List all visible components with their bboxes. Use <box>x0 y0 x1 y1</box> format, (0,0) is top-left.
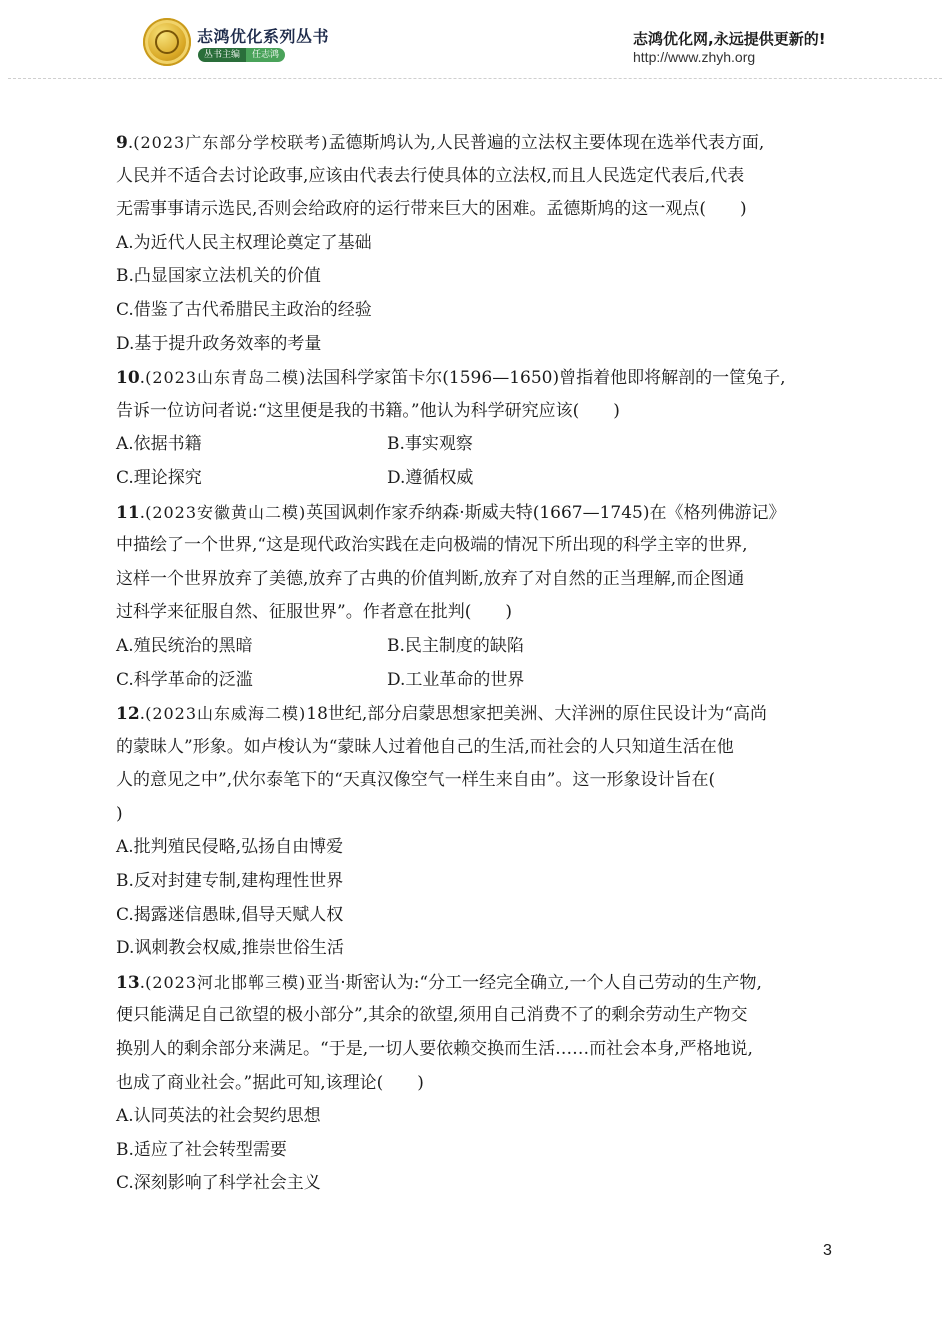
option-b: B.反对封建专制,建构理性世界 <box>116 871 344 892</box>
question-stem: 英国讽刺作家乔纳森·斯威夫特(1667—1745)在《格列佛游记》 <box>306 502 786 523</box>
question-content <box>116 126 846 1201</box>
editor-role: 丛书主编 <box>198 48 246 62</box>
option-b: B.适应了社会转型需要 <box>116 1139 287 1160</box>
options-row <box>116 664 846 698</box>
question-stem: 亚当·斯密认为:“分工一经完全确立,一个人自己劳动的生产物, <box>306 972 762 993</box>
option-c: C.深刻影响了科学社会主义 <box>116 1173 321 1194</box>
option-c: C.借鉴了古代希腊民主政治的经验 <box>116 299 372 320</box>
option-b: B.凸显国家立法机关的价值 <box>116 266 321 287</box>
question-number: 11 <box>116 502 140 523</box>
question-stem: 告诉一位访问者说:“这里便是我的书籍。”他认为科学研究应该( ) <box>116 400 620 421</box>
question-number: 9 <box>116 133 128 153</box>
option-c: C.揭露迷信愚昧,倡导天赋人权 <box>116 904 344 925</box>
options-row <box>116 428 846 462</box>
question-source: (2023广东部分学校联考) <box>133 133 329 152</box>
option-a: A.殖民统治的黑暗 <box>116 635 253 656</box>
question-number: 13 <box>116 972 140 993</box>
question-source: (2023河北邯郸三模) <box>145 972 307 992</box>
question-stem: 这样一个世界放弃了美德,放弃了古典的价值判断,放弃了对自然的正当理解,而企图通 <box>116 568 745 589</box>
option-b: B.民主制度的缺陷 <box>387 635 524 656</box>
option-b: B.事实观察 <box>387 434 473 455</box>
option-c: C.科学革命的泛滥 <box>116 669 253 690</box>
question-stem: 过科学来征服自然、征服世界”。作者意在批判( ) <box>116 602 512 623</box>
question-stem: 孟德斯鸠认为,人民普遍的立法权主要体现在选举代表方面, <box>328 133 765 153</box>
logo-seal-icon <box>143 18 191 66</box>
question-stem: 中描绘了一个世界,“这是现代政治实践在走向极端的情况下所出现的科学主宰的世界, <box>116 535 748 556</box>
page-header <box>0 0 950 80</box>
question-10-line-1: 10.(2023山东青岛二模)法国科学家笛卡尔(1596—1650)曾指着他即将解剖的一筐兔子, <box>116 368 786 389</box>
header-divider <box>8 78 942 79</box>
question-number: 12 <box>116 704 140 725</box>
question-stem: 换别人的剩余部分来满足。“于是,一切人要依赖交换而生活……而社会本身,严格地说, <box>116 1039 753 1060</box>
question-stem: 法国科学家笛卡尔(1596—1650)曾指着他即将解剖的一筐兔子, <box>306 368 786 389</box>
series-title: 志鸿优化系列丛书 <box>197 27 330 46</box>
question-stem: 人民并不适合去讨论政事,应该由代表去行使具体的立法权,而且人民选定代表后,代表 <box>116 165 745 186</box>
question-stem: 人的意见之中”,伏尔泰笔下的“天真汉像空气一样生来自由”。这一形象设计旨在( <box>116 770 716 791</box>
question-stem: 便只能满足自己欲望的极小部分”,其余的欲望,须用自己消费不了的剩余劳动生产物交 <box>116 1005 748 1026</box>
option-d: D.遵循权威 <box>387 467 474 488</box>
option-d: D.基于提升政务效率的考量 <box>116 333 322 354</box>
site-url[interactable]: http://www.zhyh.org <box>633 49 756 65</box>
option-a: A.为近代人民主权理论奠定了基础 <box>116 232 372 253</box>
question-number: 10 <box>116 368 140 389</box>
question-source: (2023山东青岛二模) <box>145 368 307 388</box>
page-number: 3 <box>823 1242 832 1259</box>
question-source: (2023安徽黄山二模) <box>145 502 307 522</box>
question-stem: 的蒙昧人”形象。如卢梭认为“蒙昧人过着他自己的生活,而社会的人只知道生活在他 <box>116 736 734 757</box>
question-stem: 无需事事请示选民,否则会给政府的运行带来巨大的困难。孟德斯鸠的这一观点( ) <box>116 199 747 220</box>
option-d: D.讽刺教会权威,推崇世俗生活 <box>116 938 344 959</box>
question-13-line-1: 13.(2023河北邯郸三模)亚当·斯密认为:“分工一经完全确立,一个人自己劳动的生产物, <box>116 972 762 993</box>
question-9-line-1: 9.(2023广东部分学校联考)孟德斯鸠认为,人民普遍的立法权主要体现在选举代表方面, <box>116 133 765 153</box>
option-a: A.认同英法的社会契约思想 <box>116 1106 321 1127</box>
editor-badge <box>198 48 285 62</box>
question-12-line-1: 12.(2023山东威海二模)18世纪,部分启蒙思想家把美洲、大洋洲的原住民设计为“高尚 <box>116 704 768 725</box>
question-stem: 也成了商业社会。”据此可知,该理论( ) <box>116 1072 424 1093</box>
question-stem: 18世纪,部分启蒙思想家把美洲、大洋洲的原住民设计为“高尚 <box>306 704 768 725</box>
option-d: D.工业革命的世界 <box>387 669 525 690</box>
option-a: A.批判殖民侵略,弘扬自由博爱 <box>116 837 344 858</box>
question-stem: ) <box>116 803 123 824</box>
question-11-line-1: 11.(2023安徽黄山二模)英国讽刺作家乔纳森·斯威夫特(1667—1745)在《格列佛游记》 <box>116 502 786 523</box>
options-row <box>116 462 846 496</box>
editor-name: 任志鸿 <box>246 48 285 62</box>
site-slogan: 志鸿优化网,永远提供更新的! <box>633 30 826 48</box>
option-c: C.理论探究 <box>116 467 202 488</box>
options-row <box>116 630 846 664</box>
question-source: (2023山东威海二模) <box>145 704 307 724</box>
option-a: A.依据书籍 <box>116 434 202 455</box>
